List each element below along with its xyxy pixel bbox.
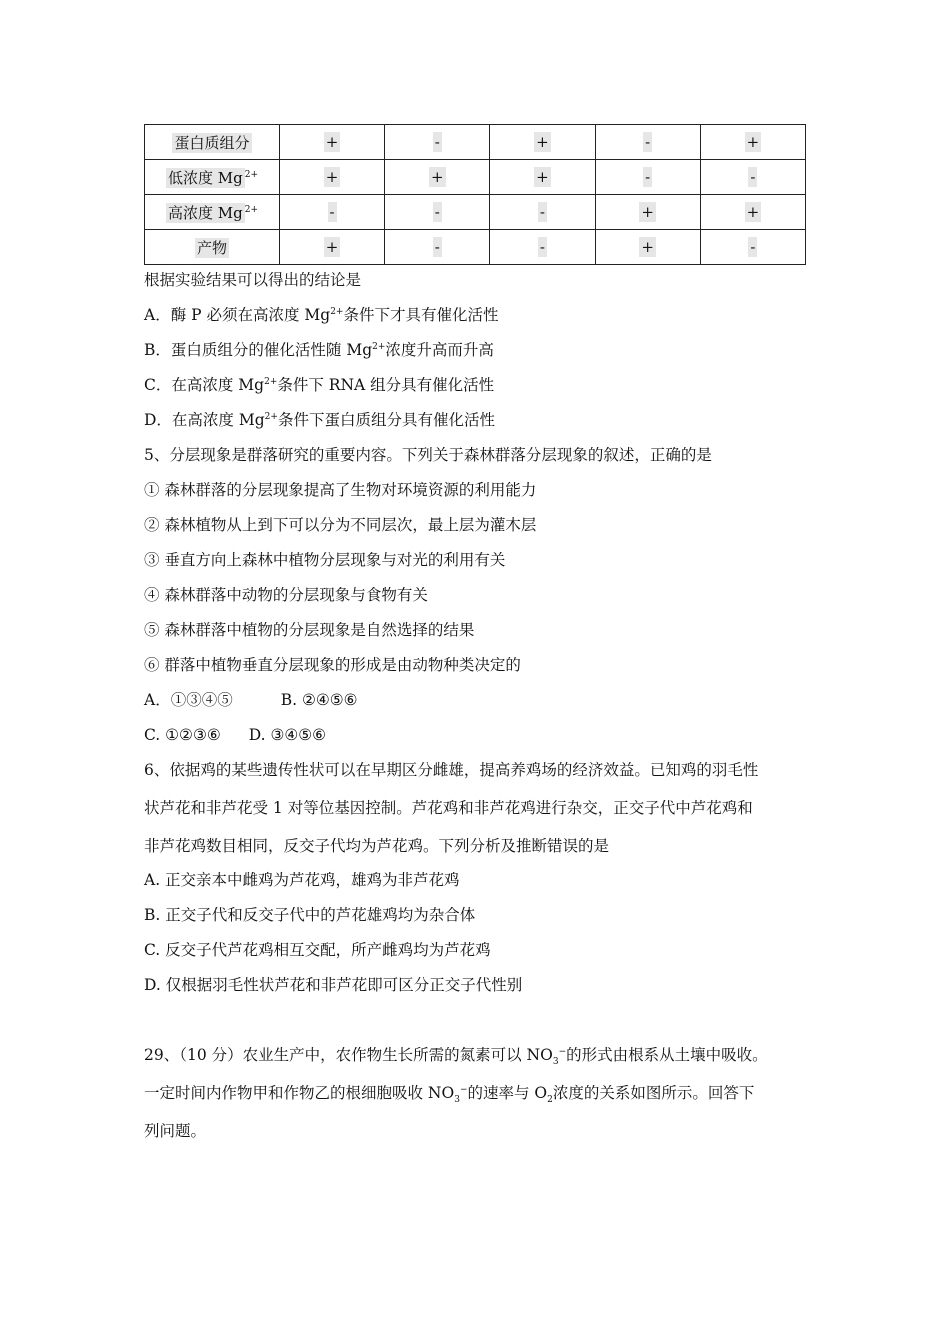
row-label: 高浓度 Mg $^{2+}$ <box>145 195 280 230</box>
q4-option-a: A．酶 P 必须在高浓度 $Mg^{2+}$条件下才具有催化活性 <box>144 306 499 324</box>
row-label: 低浓度 Mg $^{2+}$ <box>145 160 280 195</box>
table-cell: + <box>490 125 595 160</box>
q5-options-row-2 <box>144 725 326 745</box>
q5-options-row-1 <box>144 690 358 710</box>
table-cell: + <box>700 195 805 230</box>
q6-option-b: B. 正交子代和反交子代中的芦花雄鸡均为杂合体 <box>144 906 476 924</box>
table-row <box>145 230 806 265</box>
q4-option-c: C．在高浓度 $Mg^{2+}$条件下 RNA 组分具有催化活性 <box>144 376 495 394</box>
table-cell: + <box>700 125 805 160</box>
table-cell: - <box>490 195 595 230</box>
table-cell: - <box>280 195 385 230</box>
table-cell: - <box>490 230 595 265</box>
row-label: 产物 <box>145 230 280 265</box>
q5-option-c: C. ①②③⑥ <box>144 726 221 744</box>
q4-option-b: B．蛋白质组分的催化活性随 $Mg^{2+}$浓度升高而升高 <box>144 341 494 359</box>
q6-option-d: D. 仅根据羽毛性状芦花和非芦花即可区分正交子代性别 <box>144 976 523 994</box>
table-row <box>145 195 806 230</box>
q5-item: ③ 垂直方向上森林中植物分层现象与对光的利用有关 <box>144 551 506 569</box>
q5-item: ⑤ 森林群落中植物的分层现象是自然选择的结果 <box>144 621 475 639</box>
table-cell: - <box>700 230 805 265</box>
q4-option-d: D．在高浓度 $Mg^{2+}$条件下蛋白质组分具有催化活性 <box>144 411 495 429</box>
q5-option-a: A．①③④⑤ <box>144 691 233 709</box>
table-row <box>145 160 806 195</box>
table-cell: - <box>385 195 490 230</box>
table-cell: - <box>595 160 700 195</box>
table-cell: + <box>595 230 700 265</box>
q5-item: ① 森林群落的分层现象提高了生物对环境资源的利用能力 <box>144 481 537 499</box>
experiment-table <box>144 124 806 265</box>
table-cell: + <box>280 160 385 195</box>
q5-item: ④ 森林群落中动物的分层现象与食物有关 <box>144 586 428 604</box>
q5-item: ⑥ 群落中植物垂直分层现象的形成是由动物种类决定的 <box>144 656 521 674</box>
q29-line-3: 列问题。 <box>144 1122 207 1140</box>
q5-option-b: B. ②④⑤⑥ <box>280 691 358 709</box>
table-cell: - <box>700 160 805 195</box>
q5-stem: 5、分层现象是群落研究的重要内容。下列关于森林群落分层现象的叙述，正确的是 <box>144 446 712 464</box>
table-row <box>145 125 806 160</box>
row-label: 蛋白质组分 <box>145 125 280 160</box>
q5-item: ② 森林植物从上到下可以分为不同层次，最上层为灌木层 <box>144 516 537 534</box>
q29-line-1: 29、（10 分）农业生产中，农作物生长所需的氮素可以 $NO_3^-$的形式由根系从土壤中吸收。 <box>144 1046 768 1068</box>
table-cell: + <box>490 160 595 195</box>
q6-stem-line-1: 6、依据鸡的某些遗传性状可以在早期区分雌雄，提高养鸡场的经济效益。已知鸡的羽毛性 <box>144 761 759 779</box>
table-cell: + <box>280 125 385 160</box>
q6-option-a: A. 正交亲本中雌鸡为芦花鸡，雄鸡为非芦花鸡 <box>144 871 460 889</box>
table-cell: + <box>385 160 490 195</box>
table-cell: - <box>385 125 490 160</box>
q6-stem-line-2: 状芦花和非芦花受 1 对等位基因控制。芦花鸡和非芦花鸡进行杂交，正交子代中芦花鸡和 <box>144 799 753 817</box>
table-cell: - <box>595 125 700 160</box>
table-cell: + <box>595 195 700 230</box>
q6-stem-line-3: 非芦花鸡数目相同，反交子代均为芦花鸡。下列分析及推断错误的是 <box>144 837 610 855</box>
table-cell: + <box>280 230 385 265</box>
q4-stem: 根据实验结果可以得出的结论是 <box>144 271 362 289</box>
q6-option-c: C. 反交子代芦花鸡相互交配，所产雌鸡均为芦花鸡 <box>144 941 491 959</box>
table-cell: - <box>385 230 490 265</box>
q29-line-2: 一定时间内作物甲和作物乙的根细胞吸收 $NO_3^-$的速率与 $O_2$浓度的关系如图所示。回答下 <box>144 1084 755 1106</box>
q5-option-d: D. ③④⑤⑥ <box>248 726 327 744</box>
